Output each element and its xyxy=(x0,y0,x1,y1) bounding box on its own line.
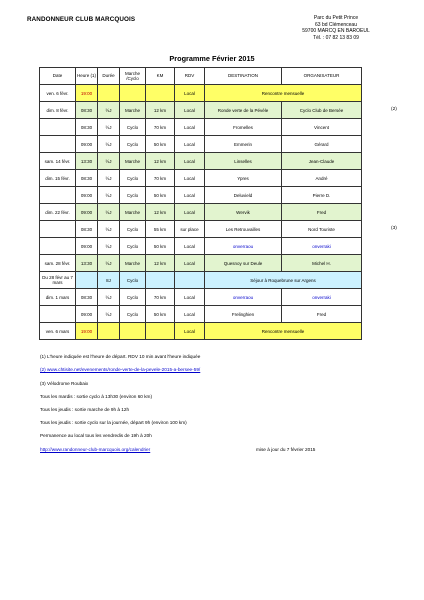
rdv-cell: Local xyxy=(175,119,205,136)
rdv-cell: Local xyxy=(175,323,205,340)
organizer-cell: Michel H. xyxy=(282,255,362,272)
duration-cell: ½J xyxy=(98,204,120,221)
time-cell: 19:00 xyxy=(76,323,98,340)
duration-cell: ½J xyxy=(98,289,120,306)
time-cell: 13:30 xyxy=(76,255,98,272)
time-cell: 08:30 xyxy=(76,221,98,238)
table-row xyxy=(40,289,362,306)
date-cell xyxy=(40,238,76,255)
type-cell: Cyclo xyxy=(120,238,146,255)
table-body xyxy=(40,85,362,340)
address-line: 59700 MARCQ EN BAROEUL xyxy=(302,28,370,35)
destination-cell: Ronde verte de la Pévèle xyxy=(205,102,282,119)
organizer-cell: Vincent xyxy=(282,119,362,136)
km-cell: 70 km xyxy=(146,289,175,306)
duration-cell: ½J xyxy=(98,221,120,238)
type-cell: Marche xyxy=(120,102,146,119)
duration-cell: ½J xyxy=(98,306,120,323)
permanence-note: Permanence au local tous les vendredis de 19h à 20h xyxy=(40,433,152,438)
duration-cell: ½J xyxy=(98,102,120,119)
km-cell: 12 km xyxy=(146,204,175,221)
time-cell: 09:00 xyxy=(76,306,98,323)
destination-cell: Linselles xyxy=(205,153,282,170)
time-cell: 13:30 xyxy=(76,153,98,170)
table-row xyxy=(40,255,362,272)
rdv-cell: Local xyxy=(175,85,205,102)
rdv-cell xyxy=(175,272,205,289)
destination-cell: Les Retrouvailles xyxy=(205,221,282,238)
page-title: Programme Février 2015 xyxy=(169,54,255,63)
time-cell: 09:00 xyxy=(76,187,98,204)
rdv-cell: Local xyxy=(175,170,205,187)
type-cell xyxy=(120,323,146,340)
type-cell: Marche xyxy=(120,153,146,170)
type-cell: Cyclo xyxy=(120,119,146,136)
duration-cell: ½J xyxy=(98,119,120,136)
date-cell: Du 28 févr au 7 mars xyxy=(40,272,76,289)
col-header: DESTINATION xyxy=(205,68,282,85)
calendar-link[interactable]: http://www.randonneur-club-marcquois.org/calendrier xyxy=(40,447,151,452)
thursday-walk-note: Tous les jeudis : sortie marche de 9h à 12h xyxy=(40,407,130,412)
rdv-cell: Local xyxy=(175,255,205,272)
table-row xyxy=(40,204,362,221)
row-note: (3) xyxy=(391,225,397,231)
destination-cell: Emmerin xyxy=(205,136,282,153)
type-cell: Cyclo xyxy=(120,170,146,187)
organizer-cell: Cyclo Club de Bersée xyxy=(282,102,362,119)
table-row xyxy=(40,272,362,289)
duration-cell xyxy=(98,85,120,102)
table-row xyxy=(40,153,362,170)
date-cell: ven. 6 févr. xyxy=(40,85,76,102)
table-row xyxy=(40,221,362,238)
time-cell: 08:30 xyxy=(76,289,98,306)
col-header: Heure (1) xyxy=(76,68,98,85)
destination-cell: onverraou xyxy=(205,238,282,255)
footnote-3: (3) Vélodrome Roubaix xyxy=(40,381,89,386)
type-cell: Cyclo xyxy=(120,136,146,153)
rdv-cell: Local xyxy=(175,187,205,204)
event-cell: Séjour à Roquebrune sur Argens xyxy=(205,272,362,289)
date-cell: dim. 22 févr. xyxy=(40,204,76,221)
date-cell xyxy=(40,119,76,136)
time-cell: 09:00 xyxy=(76,204,98,221)
type-cell: Cyclo xyxy=(120,306,146,323)
km-cell xyxy=(146,272,175,289)
organizer-cell: Fred xyxy=(282,204,362,221)
date-cell xyxy=(40,221,76,238)
organizer-cell: Pierre D. xyxy=(282,187,362,204)
update-date: mise à jour du 7 février 2015 xyxy=(256,447,316,452)
km-cell: 12 km xyxy=(146,102,175,119)
program-table xyxy=(39,67,362,340)
tuesday-note: Tous les mardis : sortie cyclo à 13h30 (environ 60 km) xyxy=(40,394,153,399)
organizer-cell: Fred xyxy=(282,306,362,323)
rdv-cell: sur place xyxy=(175,221,205,238)
km-cell xyxy=(146,85,175,102)
rdv-cell: Local xyxy=(175,289,205,306)
club-name: RANDONNEUR CLUB MARCQUOIS xyxy=(27,16,136,23)
type-cell: Marche xyxy=(120,204,146,221)
footnote-1: (1) L'heure indiquée est l'heure de départ. RDV 10 min avant l'heure indiquée xyxy=(40,354,201,359)
col-header: KM xyxy=(146,68,175,85)
km-cell: 12 km xyxy=(146,255,175,272)
table-row xyxy=(40,238,362,255)
organizer-cell: André xyxy=(282,170,362,187)
date-cell: dim. 1 mars xyxy=(40,289,76,306)
address-line: Parc du Petit Prince xyxy=(313,15,359,21)
thursday-cyclo-note: Tous les jeudis : sortie cyclo sur la journée, départ 9h (environ 100 km) xyxy=(40,420,187,425)
date-cell: sam. 28 févr. xyxy=(40,255,76,272)
organizer-cell: Jean-Claude xyxy=(282,153,362,170)
type-cell xyxy=(120,85,146,102)
type-cell: Cyclo xyxy=(120,272,146,289)
type-cell: Marche xyxy=(120,255,146,272)
km-cell: 50 km xyxy=(146,306,175,323)
date-cell xyxy=(40,306,76,323)
destination-cell: onverraou xyxy=(205,289,282,306)
duration-cell: ½J xyxy=(98,136,120,153)
table-row xyxy=(40,85,362,102)
col-header: Date xyxy=(40,68,76,85)
rdv-cell: Local xyxy=(175,102,205,119)
time-cell: 08:30 xyxy=(76,102,98,119)
date-cell: sam. 14 févr. xyxy=(40,153,76,170)
organizer-cell: onverraki xyxy=(282,238,362,255)
rdv-cell: Local xyxy=(175,153,205,170)
destination-cell: Ypres xyxy=(205,170,282,187)
col-header: Marche /Cyclo xyxy=(120,68,146,85)
duration-cell: ½J xyxy=(98,255,120,272)
destination-cell: Quesnoy sur Deule xyxy=(205,255,282,272)
date-cell: dim. 15 févr. xyxy=(40,170,76,187)
time-cell: 08:30 xyxy=(76,170,98,187)
duration-cell: ½J xyxy=(98,153,120,170)
event-cell: Rencontre mensuelle xyxy=(205,323,362,340)
table-row xyxy=(40,306,362,323)
type-cell: Cyclo xyxy=(120,289,146,306)
destination-cell: Fromelles xyxy=(205,119,282,136)
duration-cell: ½J xyxy=(98,187,120,204)
km-cell: 55 km xyxy=(146,221,175,238)
organizer-cell: Nord Touriste xyxy=(282,221,362,238)
table-row xyxy=(40,187,362,204)
col-header: Durée xyxy=(98,68,120,85)
km-cell: 70 km xyxy=(146,119,175,136)
type-cell: Cyclo xyxy=(120,187,146,204)
time-cell: 09:00 xyxy=(76,238,98,255)
rdv-cell: Local xyxy=(175,238,205,255)
col-header: ORGANISATEUR xyxy=(282,68,362,85)
organizer-cell: Gérard xyxy=(282,136,362,153)
date-cell xyxy=(40,187,76,204)
destination-cell: Deluvield xyxy=(205,187,282,204)
table-row xyxy=(40,170,362,187)
address-line: Tél. : 07 82 13 83 09 xyxy=(313,34,359,41)
km-cell: 50 km xyxy=(146,187,175,204)
km-cell xyxy=(146,323,175,340)
km-cell: 12 km xyxy=(146,153,175,170)
rdv-cell: Local xyxy=(175,136,205,153)
table-header-row xyxy=(40,68,362,85)
club-address xyxy=(266,15,406,41)
duration-cell: ½J xyxy=(98,238,120,255)
destination-cell: Frelinghien xyxy=(205,306,282,323)
address-line: 63 bd Clémenceau xyxy=(315,21,357,28)
table-row xyxy=(40,136,362,153)
km-cell: 50 km xyxy=(146,238,175,255)
duration-cell: 8J xyxy=(98,272,120,289)
table-row xyxy=(40,119,362,136)
rdv-cell: Local xyxy=(175,204,205,221)
date-cell xyxy=(40,136,76,153)
table-row xyxy=(40,323,362,340)
date-cell: dim. 8 févr. xyxy=(40,102,76,119)
time-cell xyxy=(76,272,98,289)
destination-cell: Wervik xyxy=(205,204,282,221)
row-note: (2) xyxy=(391,106,397,112)
footnote-2-link[interactable]: (2) www.chtisite.net/evenements/ronde-verte-de-la-pevele-2015-a-bersee-59/ xyxy=(40,367,201,372)
time-cell: 19:00 xyxy=(76,85,98,102)
type-cell: Cyclo xyxy=(120,221,146,238)
col-header: RDV xyxy=(175,68,205,85)
table-row xyxy=(40,102,362,119)
rdv-cell: Local xyxy=(175,306,205,323)
organizer-cell: onverraki xyxy=(282,289,362,306)
time-cell: 09:00 xyxy=(76,136,98,153)
event-cell: Rencontre mensuelle xyxy=(205,85,362,102)
km-cell: 70 km xyxy=(146,170,175,187)
duration-cell xyxy=(98,323,120,340)
duration-cell: ½J xyxy=(98,170,120,187)
time-cell: 08:30 xyxy=(76,119,98,136)
date-cell: ven. 6 mars xyxy=(40,323,76,340)
km-cell: 50 km xyxy=(146,136,175,153)
